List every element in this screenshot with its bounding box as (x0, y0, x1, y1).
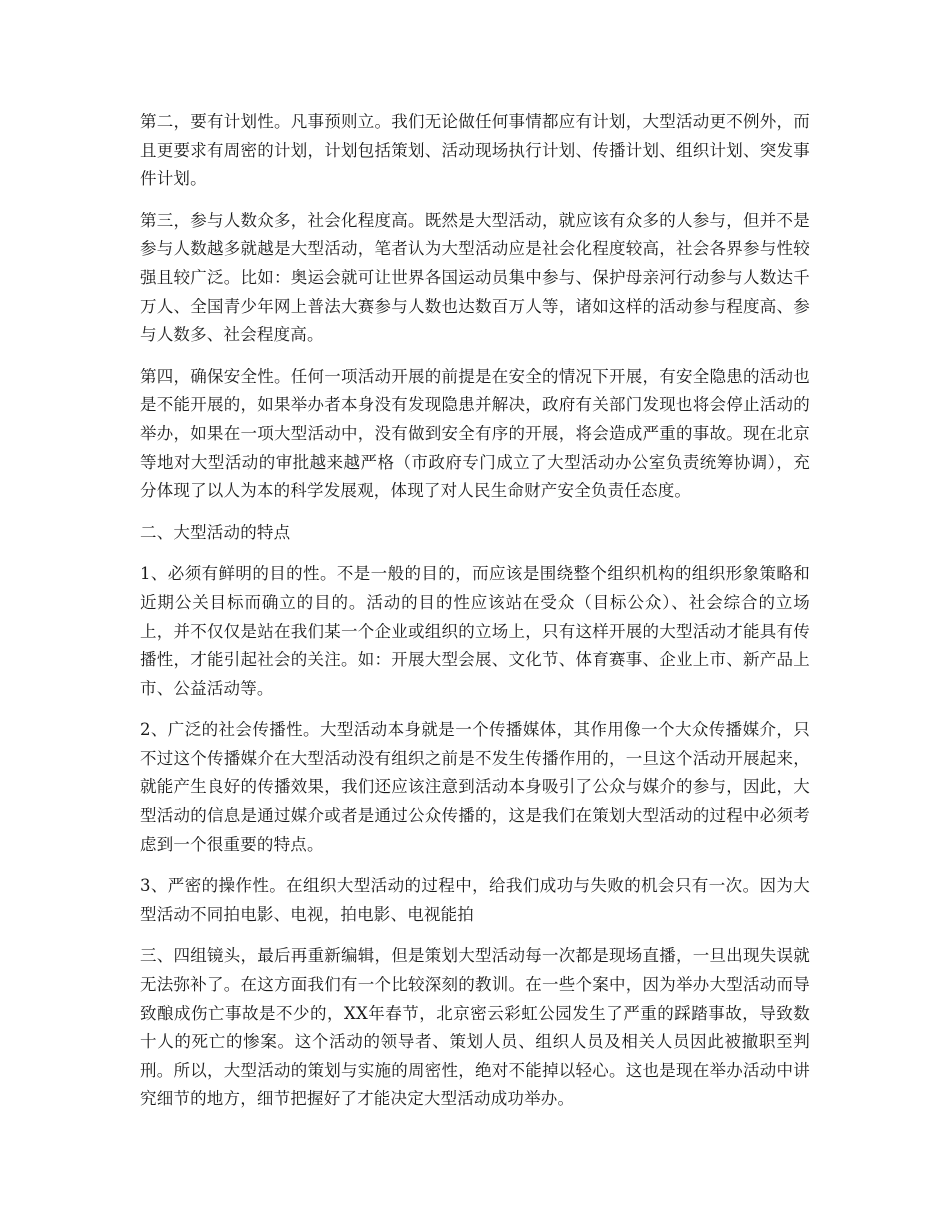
document-page (140, 108, 810, 1127)
paragraph-safety: 第四，确保安全性。任何一项活动开展的前提是在安全的情况下开展，有安全隐患的活动也是不能开展的，如果举办者本身没有发现隐患并解决，政府有关部门发现也将会停止活动的举办，如果在一项大型活动中，没有做到安全有序的开展，将会造成严重的事故。现在北京等地对大型活动的审批越来越严格（市政府专门成立了大型活动办公室负责统筹协调），充分体现了以人为本的科学发展观，体现了对人民生命财产安全负责任态度。 (140, 366, 810, 501)
section-heading-characteristics: 二、大型活动的特点 (140, 522, 291, 542)
paragraph-lesson: 三、四组镜头，最后再重新编辑，但是策划大型活动每一次都是现场直播，一旦出现失误就无法弥补了。在这方面我们有一个比较深刻的教训。在一些个案中，因为举办大型活动而导致酿成伤亡事故是不少的，XX年春节，北京密云彩虹公园发生了严重的踩踏事故，导致数十人的死亡的惨案。这个活动的领导者、策划人员、组织人员及相关人员因此被撤职至判刑。所以，大型活动的策划与实施的周密性，绝对不能掉以轻心。这也是现在举办活动中讲究细节的地方，细节把握好了才能决定大型活动成功举办。 (140, 946, 810, 1109)
paragraph-purpose: 1、必须有鲜明的目的性。不是一般的目的，而应该是围绕整个组织机构的组织形象策略和近期公关目标而确立的目的。活动的目的性应该站在受众（目标公众）、社会综合的立场上，并不仅仅是站在我们某一个企业或组织的立场上，只有这样开展的大型活动才能具有传播性，才能引起社会的关注。如：开展大型会展、文化节、体育赛事、企业上市、新产品上市、公益活动等。 (140, 564, 810, 698)
paragraph-communication: 2、广泛的社会传播性。大型活动本身就是一个传播媒体，其作用像一个大众传播媒介，只不过这个传播媒介在大型活动没有组织之前是不发生传播作用的，一旦这个活动开展起来，就能产生良好的传播效果，我们还应该注意到活动本身吸引了公众与媒介的参与，因此，大型活动的信息是通过媒介或者是通过公众传播的，这是我们在策划大型活动的过程中必须考虑到一个很重要的特点。 (140, 720, 810, 854)
paragraph-participation: 第三，参与人数众多，社会化程度高。既然是大型活动，就应该有众多的人参与，但并不是参与人数越多就越是大型活动，笔者认为大型活动应是社会化程度较高，社会各界参与性较强且较广泛。比如：奥运会就可让世界各国运动员集中参与、保护母亲河行动参与人数达千万人、全国青少年网上普法大赛参与人数也达数百万人等，诸如这样的活动参与程度高、参与人数多、社会程度高。 (140, 210, 810, 345)
paragraph-planning: 第二，要有计划性。凡事预则立。我们无论做任何事情都应有计划，大型活动更不例外，而且更要求有周密的计划，计划包括策划、活动现场执行计划、传播计划、组织计划、突发事件计划。 (140, 112, 810, 189)
paragraph-operation: 3、严密的操作性。在组织大型活动的过程中，给我们成功与失败的机会只有一次。因为大型活动不同拍电影、电视，拍电影、电视能拍 (140, 876, 810, 924)
